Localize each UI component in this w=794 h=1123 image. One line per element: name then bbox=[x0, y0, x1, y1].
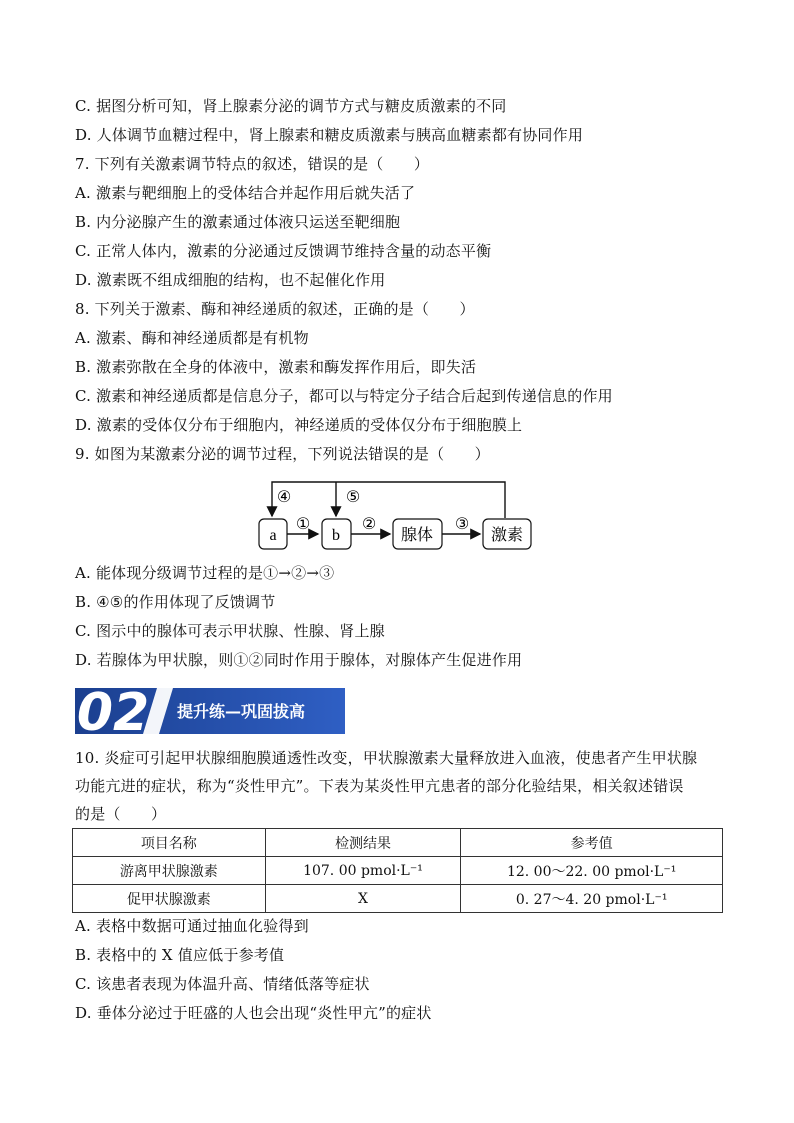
node-hormone: 激素 bbox=[490, 525, 524, 544]
q6-option-d: D. 人体调节血糖过程中，肾上腺素和糖皮质激素与胰高血糖素都有协同作用 bbox=[75, 126, 584, 144]
label-3: ③ bbox=[454, 514, 470, 533]
table-cell: 107. 00 pmol·L⁻¹ bbox=[265, 857, 461, 885]
q9-stem: 9. 如图为某激素分泌的调节过程，下列说法错误的是（ ） bbox=[75, 445, 490, 463]
table-cell: 促甲状腺激素 bbox=[73, 885, 266, 913]
label-5: ⑤ bbox=[345, 487, 361, 506]
q7-stem: 7. 下列有关激素调节特点的叙述，错误的是（ ） bbox=[75, 155, 430, 173]
q10-option-d: D. 垂体分泌过于旺盛的人也会出现“炎性甲亢”的症状 bbox=[75, 1004, 432, 1022]
q8-option-a: A. 激素、酶和神经递质都是有机物 bbox=[75, 329, 309, 347]
q8-option-d: D. 激素的受体仅分布于细胞内，神经递质的受体仅分布于细胞膜上 bbox=[75, 416, 523, 434]
q9-option-b: B. ④⑤的作用体现了反馈调节 bbox=[75, 593, 276, 611]
q10-stem-line2: 功能亢进的症状，称为“炎性甲亢”。下表为某炎性甲亢患者的部分化验结果，相关叙述错误 bbox=[75, 777, 684, 795]
table-row bbox=[73, 885, 723, 913]
lab-results-table bbox=[72, 828, 723, 913]
q8-stem: 8. 下列关于激素、酶和神经递质的叙述，正确的是（ ） bbox=[75, 300, 475, 318]
table-cell: 12. 00～22. 00 pmol·L⁻¹ bbox=[461, 857, 723, 885]
table-cell: 游离甲状腺激素 bbox=[73, 857, 266, 885]
table-cell: X bbox=[265, 885, 461, 913]
q10-option-c: C. 该患者表现为体温升高、情绪低落等症状 bbox=[75, 975, 370, 993]
section-banner bbox=[75, 688, 345, 734]
banner-number: 02 bbox=[76, 688, 150, 734]
q8-option-b: B. 激素弥散在全身的体液中，激素和酶发挥作用后，即失活 bbox=[75, 358, 477, 376]
q7-option-c: C. 正常人体内，激素的分泌通过反馈调节维持含量的动态平衡 bbox=[75, 242, 492, 260]
node-a: a bbox=[269, 527, 277, 544]
feedback-line-4 bbox=[272, 482, 505, 518]
q9-option-a: A. 能体现分级调节过程的是①→②→③ bbox=[75, 564, 335, 582]
q8-option-c: C. 激素和神经递质都是信息分子，都可以与特定分子结合后起到传递信息的作用 bbox=[75, 387, 613, 405]
node-b: b bbox=[332, 527, 340, 544]
table-header: 参考值 bbox=[461, 829, 723, 857]
q9-option-c: C. 图示中的腺体可表示甲状腺、性腺、肾上腺 bbox=[75, 622, 385, 640]
regulation-diagram bbox=[250, 478, 550, 554]
label-4: ④ bbox=[276, 487, 292, 506]
q6-option-c: C. 据图分析可知，肾上腺素分泌的调节方式与糖皮质激素的不同 bbox=[75, 97, 507, 115]
q7-option-a: A. 激素与靶细胞上的受体结合并起作用后就失活了 bbox=[75, 184, 416, 202]
node-gland: 腺体 bbox=[400, 525, 434, 544]
q10-option-b: B. 表格中的 X 值应低于参考值 bbox=[75, 946, 285, 964]
q7-option-d: D. 激素既不组成细胞的结构，也不起催化作用 bbox=[75, 271, 386, 289]
table-row bbox=[73, 857, 723, 885]
q9-option-d: D. 若腺体为甲状腺，则①②同时作用于腺体，对腺体产生促进作用 bbox=[75, 651, 523, 669]
table-cell: 0. 27～4. 20 pmol·L⁻¹ bbox=[461, 885, 723, 913]
table-header: 项目名称 bbox=[73, 829, 266, 857]
banner-title: 提升练—巩固拔高 bbox=[177, 702, 306, 721]
table-header-row bbox=[73, 829, 723, 857]
q10-stem-line1: 10. 炎症可引起甲状腺细胞膜通透性改变，甲状腺激素大量释放进入血液，使患者产生甲状腺 bbox=[75, 749, 698, 767]
q10-option-a: A. 表格中数据可通过抽血化验得到 bbox=[75, 917, 309, 935]
label-1: ① bbox=[295, 514, 311, 533]
table-header: 检测结果 bbox=[265, 829, 461, 857]
label-2: ② bbox=[361, 514, 377, 533]
q10-stem-line3: 的是（ ） bbox=[75, 805, 167, 823]
q7-option-b: B. 内分泌腺产生的激素通过体液只运送至靶细胞 bbox=[75, 213, 401, 231]
